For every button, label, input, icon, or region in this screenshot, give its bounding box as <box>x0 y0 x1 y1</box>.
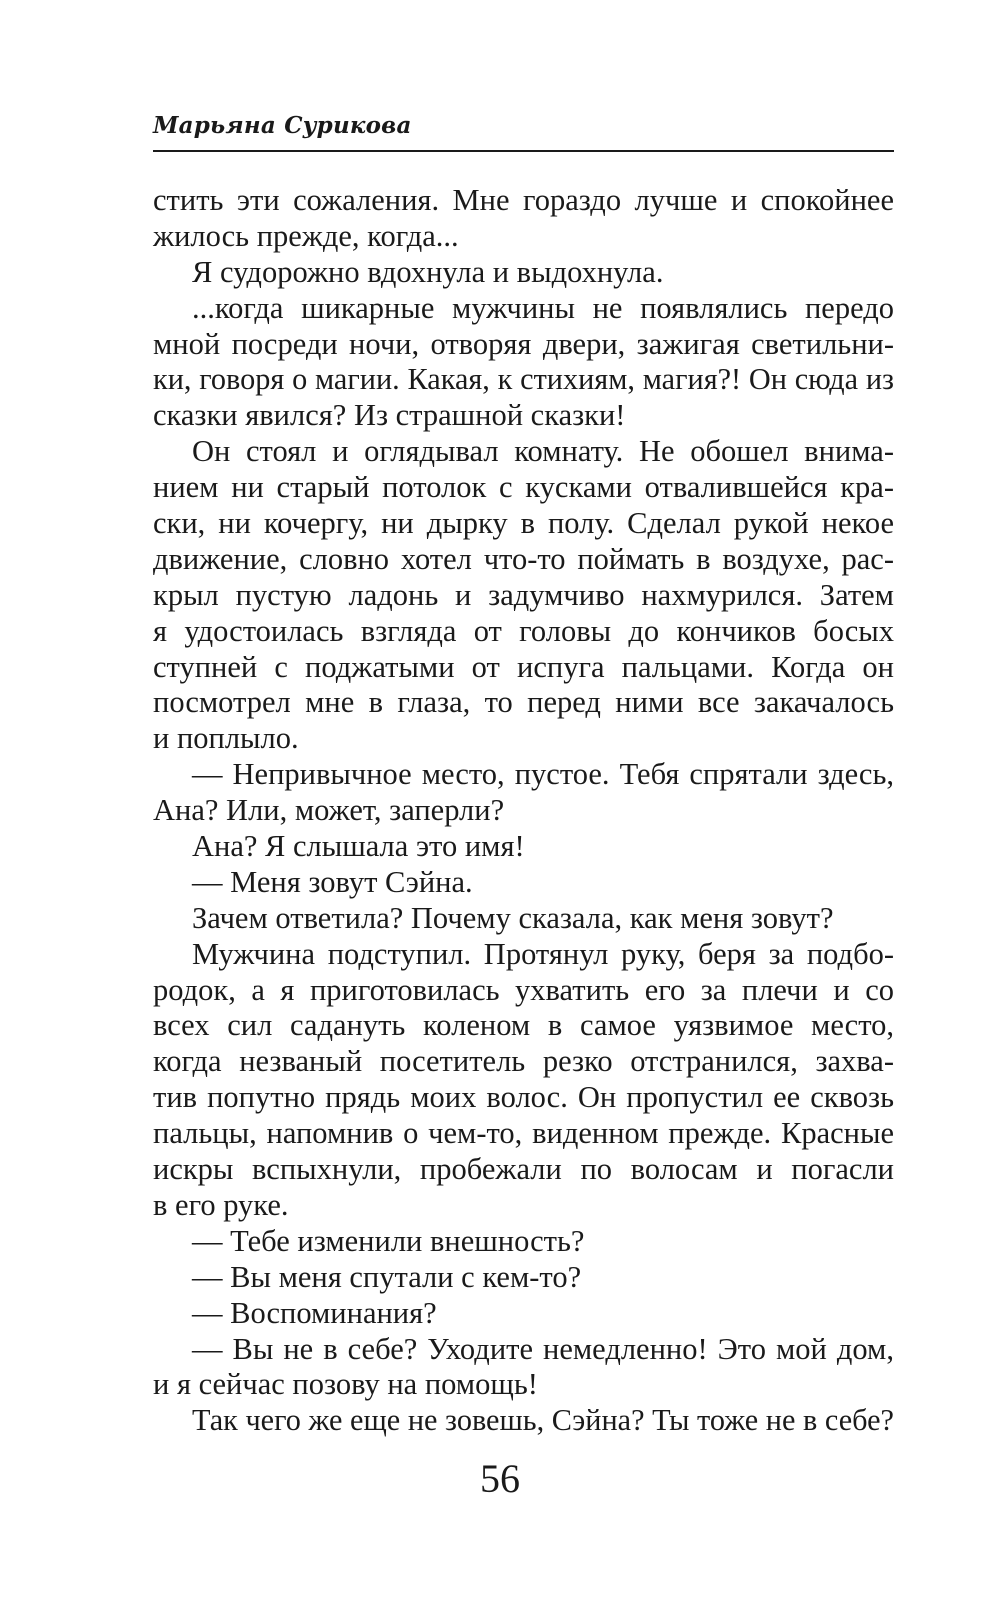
text-line: и я сейчас позову на помощь! <box>153 1367 538 1402</box>
text-line: сказки явился? Из страшной сказки! <box>153 398 626 433</box>
text-line: Мужчина подступил. Протянул руку, беря за подбо- <box>192 936 894 971</box>
text-line: нием ни старый потолок с кусками отвалившейся кра- <box>153 470 894 505</box>
text-line: — Вы меня спутали с кем-то? <box>192 1259 582 1294</box>
text-line: пальцы, напомнив о чем-то, виденном прежде. Красные <box>153 1116 894 1151</box>
text-line: — Непривычное место, пустое. Тебя спрятали здесь, <box>192 757 894 792</box>
text-line: — Меня зовут Сэйна. <box>192 864 473 899</box>
text-line: крыл пустую ладонь и задумчиво нахмурился. Затем <box>153 577 894 612</box>
text-line: тив попутно прядь моих волос. Он пропустил ее сквозь <box>153 1080 894 1115</box>
text-line: и поплыло. <box>153 721 299 756</box>
text-line: ки, говоря о магии. Какая, к стихиям, магия?! Он сюда из <box>153 362 894 397</box>
text-line: искры вспыхнули, пробежали по волосам и погасли <box>153 1152 894 1187</box>
text-line: ...когда шикарные мужчины не появлялись передо <box>192 290 894 325</box>
text-line: — Вы не в себе? Уходите немедленно! Это мой дом, <box>192 1331 894 1366</box>
running-head-author: Марьяна Сурикова <box>153 112 412 139</box>
text-line: — Тебе изменили внешность? <box>192 1223 585 1258</box>
text-line: Ана? Я слышала это имя! <box>192 829 525 864</box>
page-number: 56 <box>480 1456 520 1501</box>
header-rule <box>153 150 894 152</box>
text-line: ступней с поджатыми от испуга пальцами. Когда он <box>153 649 894 684</box>
text-line: посмотрел мне в глаза, то перед ними все закачалось <box>153 685 894 720</box>
text-line: Так чего же еще не зовешь, Сэйна? Ты тоже не в себе? <box>192 1403 894 1438</box>
text-line: Он стоял и оглядывал комнату. Не обошел внима- <box>192 434 894 469</box>
text-line: Зачем ответила? Почему сказала, как меня зовут? <box>192 900 834 935</box>
text-line: Ана? Или, может, заперли? <box>153 793 505 828</box>
body-text <box>153 183 894 1439</box>
text-line: в его руке. <box>153 1187 289 1222</box>
text-line: родок, а я приготовилась ухватить его за плечи и со <box>153 972 894 1007</box>
text-line: мной посреди ночи, отворяя двери, зажигая светильни- <box>153 326 894 361</box>
text-line: когда незваный посетитель резко отстранился, захва- <box>153 1044 894 1079</box>
text-line: ски, ни кочергу, ни дырку в полу. Сделал рукой некое <box>153 506 894 541</box>
text-line: стить эти сожаления. Мне гораздо лучше и спокойнее <box>153 183 894 217</box>
text-line: движение, словно хотел что-то поймать в воздухе, рас- <box>153 541 894 576</box>
text-line: Я судорожно вдохнула и выдохнула. <box>192 254 664 289</box>
text-line: жилось прежде, когда... <box>153 218 459 253</box>
text-line: я удостоилась взгляда от головы до кончиков босых <box>153 613 894 648</box>
text-line: всех сил садануть коленом в самое уязвимое место, <box>153 1008 894 1043</box>
text-line: — Воспоминания? <box>192 1295 437 1330</box>
